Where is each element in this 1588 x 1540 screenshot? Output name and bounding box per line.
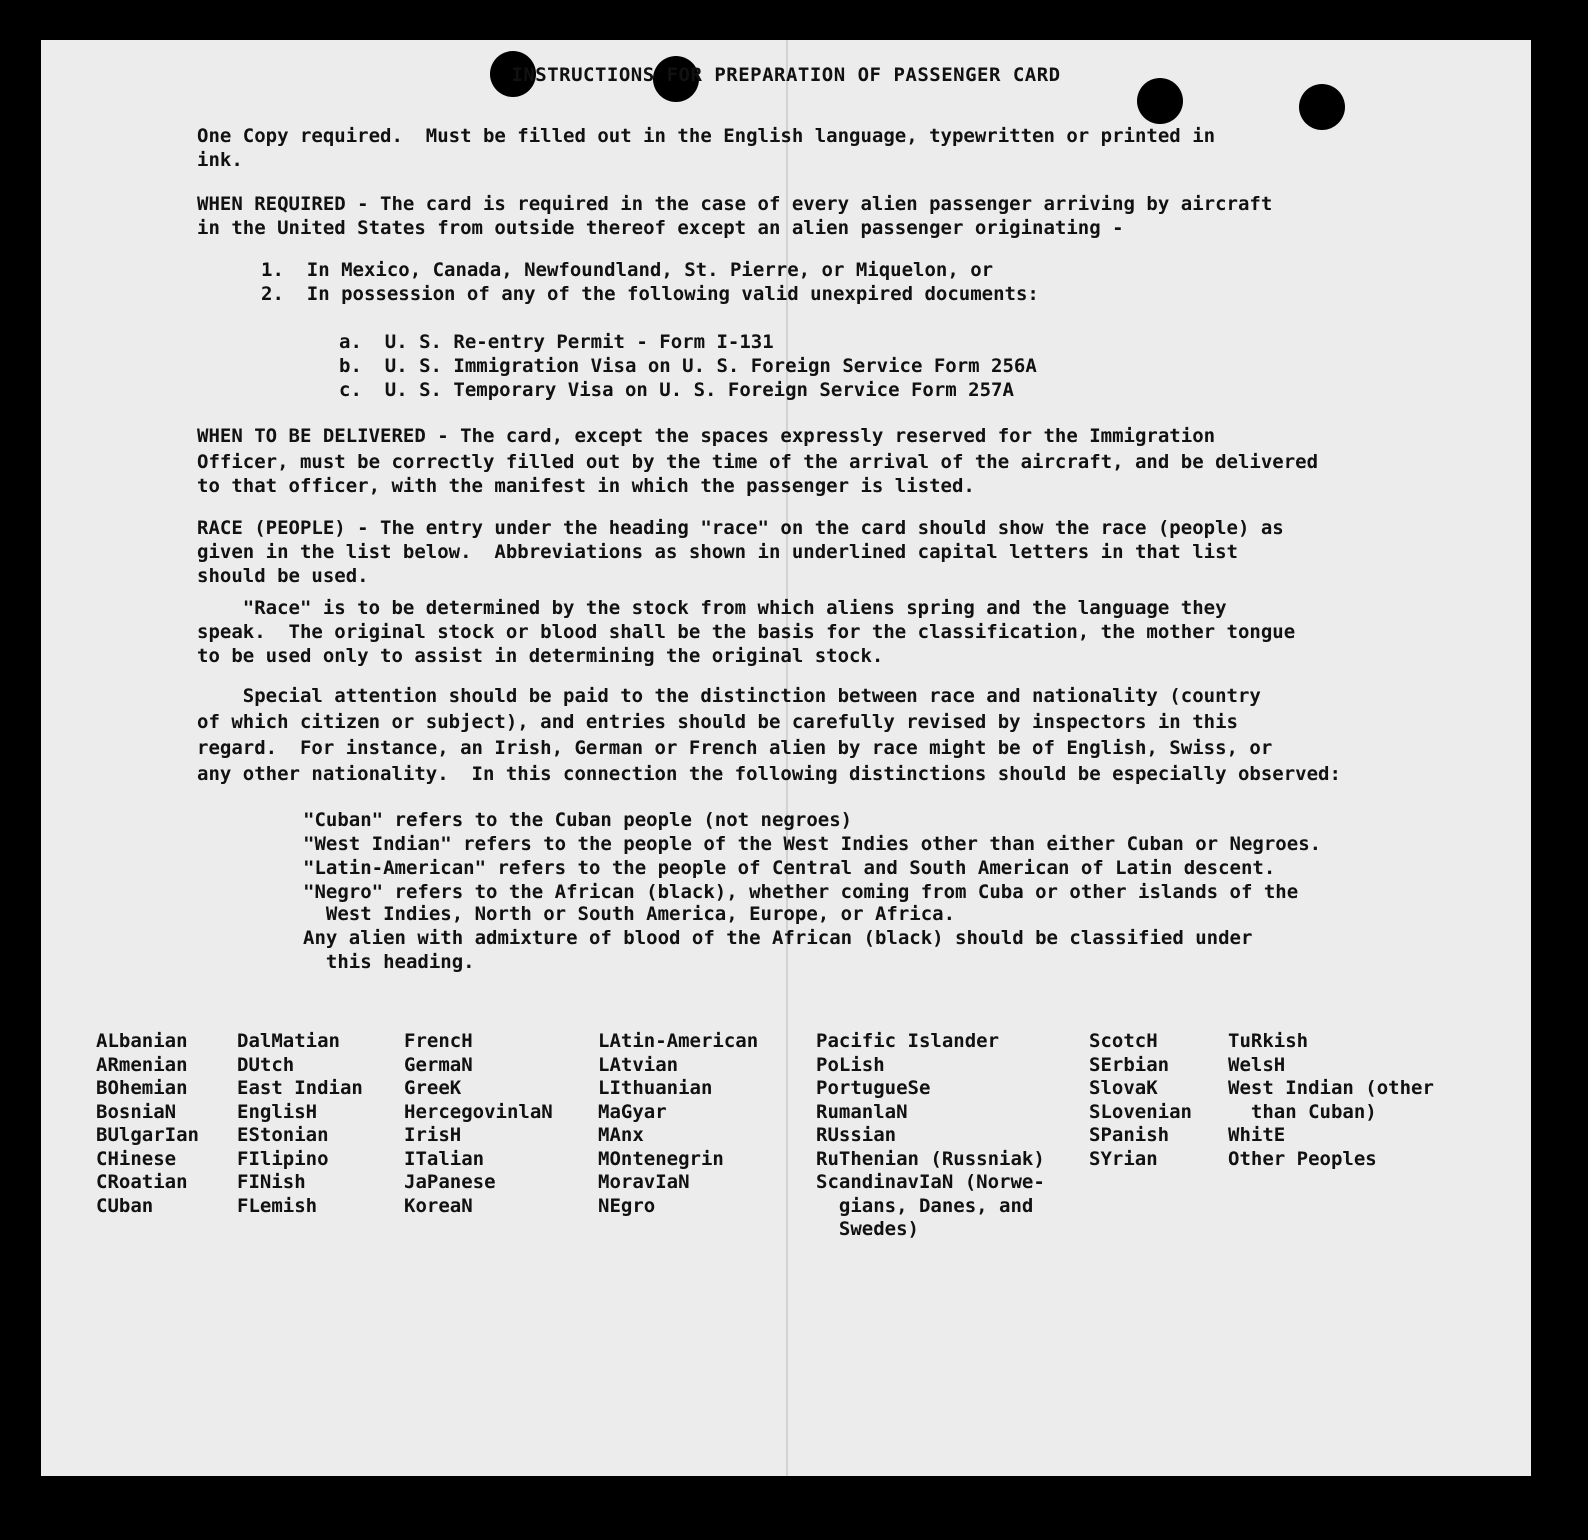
race-entry: FLemish — [237, 1194, 318, 1217]
when-required-line: in the United States from outside thereof except an alien passenger originating - — [197, 217, 1124, 239]
race-entry: RUssian — [816, 1124, 897, 1146]
race-entry: EStonian — [237, 1124, 329, 1146]
race-entry: SYrian — [1089, 1147, 1158, 1170]
race-entry: IrisH — [404, 1124, 462, 1146]
list-subitem: b. U. S. Immigration Visa on U. S. Foreign Service Form 256A — [339, 355, 1037, 377]
race-list-column — [1228, 1030, 1434, 1171]
race-entry: BOhemian — [96, 1077, 188, 1099]
special-attention-line: Special attention should be paid to the distinction between race and nationality (country — [197, 685, 1261, 707]
when-required-line: WHEN REQUIRED - The card is required in the case of every alien passenger arriving by aircraft — [197, 193, 1273, 215]
list-subitem: c. U. S. Temporary Visa on U. S. Foreign Service Form 257A — [339, 379, 1014, 401]
race-entry: MAnx — [598, 1124, 644, 1146]
special-attention-line: regard. For instance, an Irish, German or French alien by race might be of English, Swiss, or — [197, 737, 1273, 759]
race-entry: SLovenian — [1089, 1100, 1192, 1123]
race-entry: SPanish — [1089, 1124, 1170, 1146]
race-entry: Pacific Islander — [816, 1030, 1000, 1052]
list-subitem: a. U. S. Re-entry Permit - Form I-131 — [339, 331, 774, 353]
list-item: 2. In possession of any of the following valid unexpired documents: — [261, 283, 1039, 305]
race-entry: NEgro — [598, 1194, 656, 1217]
race-entry: TuRkish — [1228, 1030, 1309, 1052]
race-entry: WhitE — [1228, 1124, 1286, 1146]
race-entry: Swedes) — [816, 1218, 919, 1240]
race-entry: MoravIaN — [598, 1171, 690, 1193]
race-list-column — [237, 1030, 363, 1218]
special-attention-line: of which citizen or subject), and entries should be carefully revised by inspectors in this — [197, 711, 1238, 733]
race-entry: HercegovinlaN — [404, 1100, 553, 1123]
race-entry: East Indian — [237, 1077, 363, 1099]
race-entry: Other Peoples — [1228, 1147, 1377, 1170]
race-entry: ARmenian — [96, 1053, 188, 1076]
race-entry: MaGyar — [598, 1100, 667, 1123]
race-entry: LIthuanian — [598, 1077, 713, 1099]
race-entry: FIlipino — [237, 1147, 329, 1170]
race-entry: JaPanese — [404, 1171, 496, 1193]
race-entry: FINish — [237, 1171, 306, 1193]
document-title: INSTRUCTIONS FOR PREPARATION OF PASSENGER CARD — [511, 64, 1061, 86]
race-entry: gians, Danes, and — [816, 1194, 1034, 1217]
race-entry: FrencH — [404, 1030, 473, 1052]
distinction-line: "West Indian" refers to the people of the West Indies other than either Cuban or Negroes. — [303, 833, 1322, 855]
race-entry: than Cuban) — [1228, 1100, 1377, 1123]
race-entry: EnglisH — [237, 1100, 318, 1123]
race-entry: RumanlaN — [816, 1100, 908, 1123]
when-delivered-line: Officer, must be correctly filled out by the time of the arrival of the aircraft, and be delivered — [197, 451, 1319, 473]
race-people-line: given in the list below. Abbreviations as shown in underlined capital letters in that list — [197, 541, 1238, 563]
when-delivered-line: WHEN TO BE DELIVERED - The card, except the spaces expressly reserved for the Immigration — [197, 425, 1216, 447]
distinction-line: this heading. — [303, 951, 475, 973]
list-item: 1. In Mexico, Canada, Newfoundland, St. Pierre, or Miquelon, or — [261, 259, 994, 281]
race-entry: CUban — [96, 1194, 154, 1217]
race-entry: BUlgarIan — [96, 1124, 199, 1146]
race-entry: BosniaN — [96, 1100, 177, 1123]
race-entry: CHinese — [96, 1147, 177, 1170]
race-entry: LAtvian — [598, 1053, 679, 1076]
race-list-column — [96, 1030, 199, 1218]
race-entry: LAtin-American — [598, 1030, 759, 1052]
race-entry: RuThenian (Russniak) — [816, 1147, 1045, 1170]
document-page — [41, 40, 1531, 1476]
distinction-line: "Cuban" refers to the Cuban people (not negroes) — [303, 809, 853, 831]
race-determined-line: speak. The original stock or blood shall be the basis for the classification, the mother tongue — [197, 621, 1296, 643]
distinction-line: Any alien with admixture of blood of the African (black) should be classified under — [303, 927, 1253, 949]
race-entry: KoreaN — [404, 1194, 473, 1217]
race-entry: WelsH — [1228, 1053, 1286, 1076]
special-attention-line: any other nationality. In this connection the following distinctions should be especially observed: — [197, 763, 1341, 785]
race-entry: MOntenegrin — [598, 1147, 724, 1170]
race-list-column — [598, 1030, 758, 1218]
race-list-column — [404, 1030, 553, 1218]
race-entry: DUtch — [237, 1053, 295, 1076]
distinction-line: "Negro" refers to the African (black), whether coming from Cuba or other islands of the — [303, 881, 1299, 903]
race-entry: PoLish — [816, 1053, 885, 1076]
race-entry: SErbian — [1089, 1053, 1170, 1076]
race-determined-line: "Race" is to be determined by the stock from which aliens spring and the language they — [197, 597, 1227, 619]
intro-line: ink. — [197, 149, 243, 171]
punch-hole — [1299, 84, 1345, 130]
race-entry: DalMatian — [237, 1030, 340, 1052]
race-entry: West Indian (other — [1228, 1077, 1434, 1099]
distinction-line: West Indies, North or South America, Europe, or Africa. — [303, 903, 956, 925]
when-delivered-line: to that officer, with the manifest in which the passenger is listed. — [197, 475, 975, 497]
race-people-line: RACE (PEOPLE) - The entry under the heading "race" on the card should show the race (people) as — [197, 517, 1284, 539]
intro-line: One Copy required. Must be filled out in the English language, typewritten or printed in — [197, 125, 1216, 147]
race-entry: ITalian — [404, 1147, 485, 1170]
race-entry: ScandinavIaN (Norwe- — [816, 1171, 1045, 1193]
race-entry: GermaN — [404, 1053, 473, 1076]
race-list-column — [816, 1030, 1045, 1242]
race-entry: SlovaK — [1089, 1077, 1158, 1099]
race-list-column — [1089, 1030, 1192, 1171]
race-entry: ScotcH — [1089, 1030, 1158, 1052]
race-entry: ALbanian — [96, 1030, 188, 1052]
race-entry: PortugueSe — [816, 1077, 931, 1099]
race-entry: GreeK — [404, 1077, 462, 1099]
race-entry: CRoatian — [96, 1171, 188, 1193]
race-determined-line: to be used only to assist in determining the original stock. — [197, 645, 884, 667]
distinction-line: "Latin-American" refers to the people of Central and South American of Latin descent. — [303, 857, 1276, 879]
race-people-line: should be used. — [197, 565, 369, 587]
